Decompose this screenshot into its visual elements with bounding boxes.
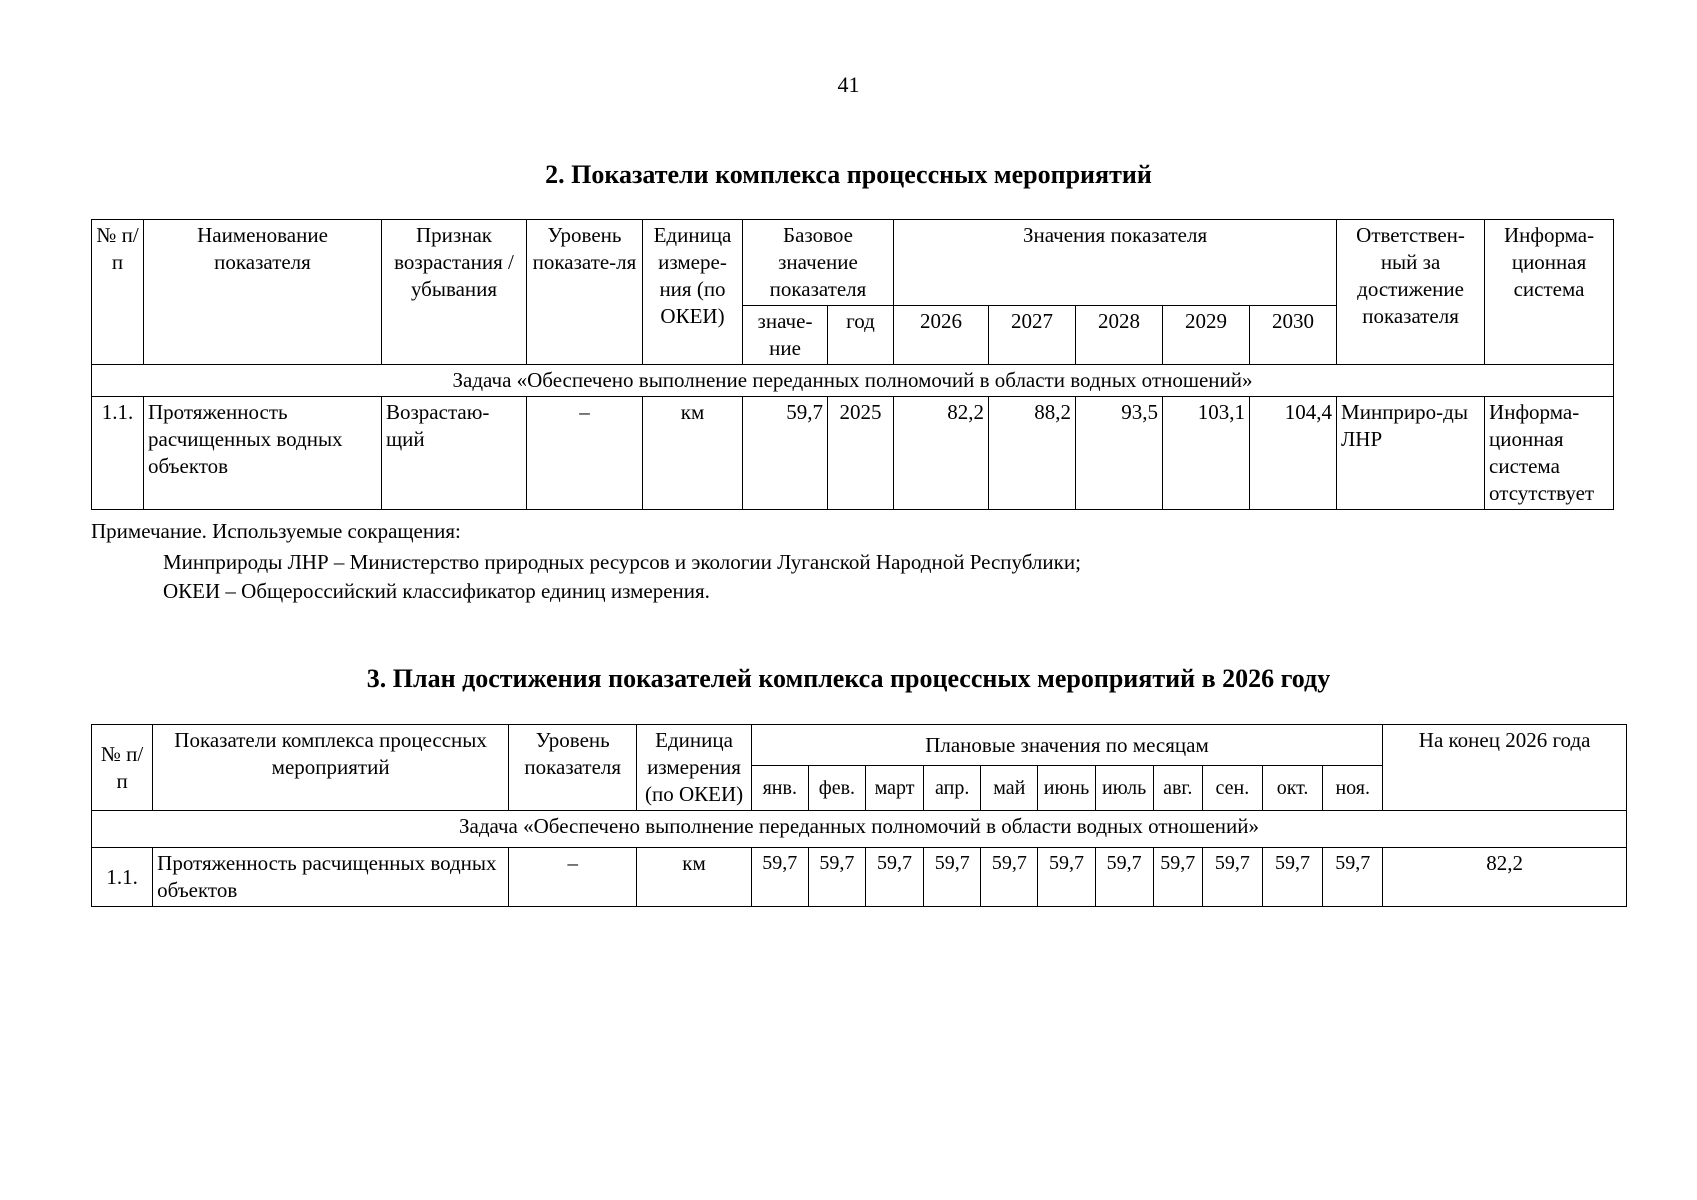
- note-heading: Примечание. Используемые сокращения:: [91, 519, 461, 543]
- indicators-table: [91, 219, 1614, 510]
- header-name: Наименование показателя: [144, 220, 382, 365]
- header-year: 2027: [989, 306, 1076, 365]
- header-year: 2029: [1163, 306, 1250, 365]
- row-month-value: 59,7: [1262, 848, 1322, 907]
- header-month: сен.: [1202, 766, 1262, 811]
- row-month-value: 59,7: [865, 848, 923, 907]
- note-item: Минприроды ЛНР – Министерство природных ресурсов и экологии Луганской Народной Республики;: [163, 550, 1081, 574]
- header-end: На конец 2026 года: [1383, 725, 1627, 811]
- row-base-year: 2025: [828, 397, 894, 510]
- header-trend: Признак возрастания / убывания: [382, 220, 527, 365]
- header-month: апр.: [924, 766, 981, 811]
- header-plan: Плановые значения по месяцам: [751, 725, 1383, 766]
- header-level: Уровень показате-ля: [527, 220, 643, 365]
- row-responsible: Минприро-ды ЛНР: [1337, 397, 1485, 510]
- row-month-value: 59,7: [981, 848, 1038, 907]
- header-month: июль: [1095, 766, 1153, 811]
- row-unit: км: [637, 848, 751, 907]
- header-name: Показатели комплекса процессных мероприятий: [153, 725, 509, 811]
- header-num: № п/п: [92, 725, 153, 811]
- page-number: 41: [837, 72, 860, 97]
- header-base: Базовое значение показателя: [743, 220, 894, 306]
- header-num: № п/п: [92, 220, 144, 365]
- plan-table: [91, 724, 1627, 907]
- row-name: Протяженность расчищенных водных объектов: [153, 848, 509, 907]
- header-infosystem: Информа-ционная система: [1485, 220, 1614, 365]
- section-3-title: 3. План достижения показателей комплекса процессных мероприятий в 2026 году: [366, 664, 1331, 693]
- header-month: май: [981, 766, 1038, 811]
- task-row: Задача «Обеспечено выполнение переданных полномочий в области водных отношений»: [92, 365, 1614, 397]
- header-month: июнь: [1038, 766, 1095, 811]
- row-infosystem: Информа-ционная система отсутствует: [1485, 397, 1614, 510]
- row-month-value: 59,7: [751, 848, 808, 907]
- header-month: ноя.: [1323, 766, 1383, 811]
- header-month: авг.: [1153, 766, 1202, 811]
- row-value: 82,2: [894, 397, 989, 510]
- header-month: окт.: [1262, 766, 1322, 811]
- row-value: 88,2: [989, 397, 1076, 510]
- row-value: 93,5: [1076, 397, 1163, 510]
- header-year: 2030: [1250, 306, 1337, 365]
- row-name: Протяженность расчищенных водных объектов: [144, 397, 382, 510]
- row-level: –: [527, 397, 643, 510]
- row-month-value: 59,7: [924, 848, 981, 907]
- header-month: март: [865, 766, 923, 811]
- row-num: 1.1.: [92, 848, 153, 907]
- row-month-value: 59,7: [1038, 848, 1095, 907]
- row-num: 1.1.: [92, 397, 144, 510]
- row-base-value: 59,7: [743, 397, 828, 510]
- header-unit: Единица измерения (по ОКЕИ): [637, 725, 751, 811]
- header-month: фев.: [808, 766, 865, 811]
- row-month-value: 59,7: [808, 848, 865, 907]
- row-unit: км: [643, 397, 743, 510]
- task-row: Задача «Обеспечено выполнение переданных полномочий в области водных отношений»: [92, 811, 1627, 848]
- row-level: –: [509, 848, 637, 907]
- row-month-value: 59,7: [1323, 848, 1383, 907]
- row-value: 103,1: [1163, 397, 1250, 510]
- row-trend: Возрастаю-щий: [382, 397, 527, 510]
- note-item: ОКЕИ – Общероссийский классификатор единиц измерения.: [163, 579, 710, 603]
- header-year: 2026: [894, 306, 989, 365]
- header-year: 2028: [1076, 306, 1163, 365]
- header-month: янв.: [751, 766, 808, 811]
- row-month-value: 59,7: [1202, 848, 1262, 907]
- section-2-title: 2. Показатели комплекса процессных мероприятий: [545, 160, 1152, 189]
- header-values: Значения показателя: [894, 220, 1337, 306]
- header-base-value: значе-ние: [743, 306, 828, 365]
- header-unit: Единица измере-ния (по ОКЕИ): [643, 220, 743, 365]
- row-month-value: 59,7: [1153, 848, 1202, 907]
- header-base-year: год: [828, 306, 894, 365]
- row-value: 104,4: [1250, 397, 1337, 510]
- row-month-value: 59,7: [1095, 848, 1153, 907]
- header-level: Уровень показателя: [509, 725, 637, 811]
- row-end-value: 82,2: [1383, 848, 1627, 907]
- header-responsible: Ответствен-ный за достижение показателя: [1337, 220, 1485, 365]
